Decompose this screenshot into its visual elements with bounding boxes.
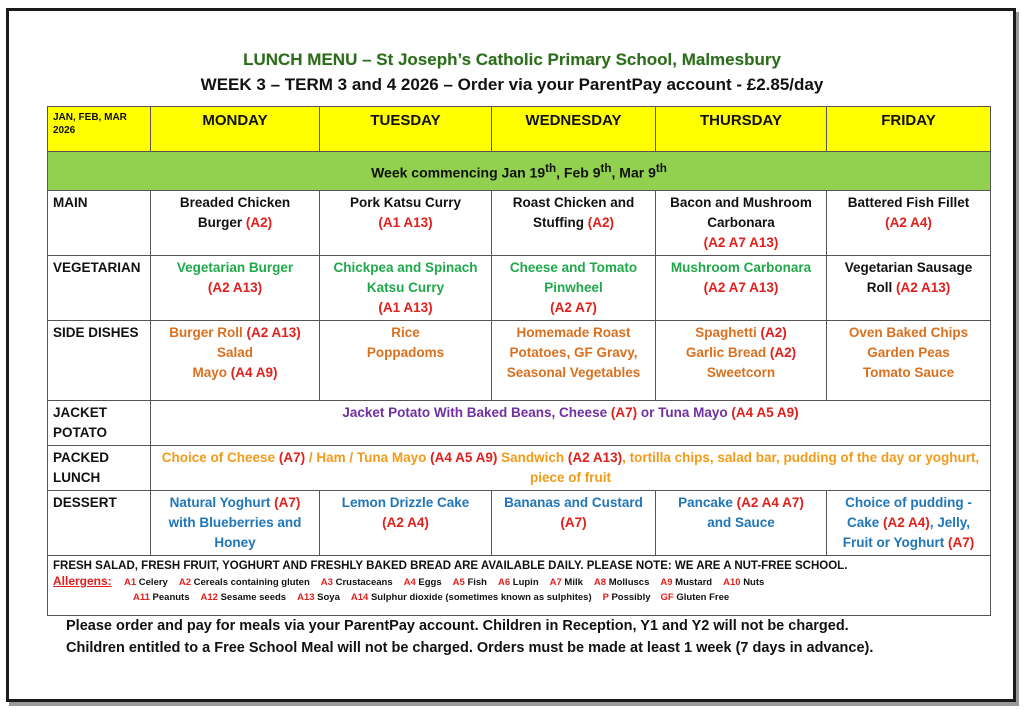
dessert-row	[48, 491, 991, 556]
allergen-item: A5 Fish	[452, 577, 487, 588]
allergen-item: A13 Soya	[297, 592, 340, 603]
footer-info	[48, 556, 991, 616]
day-tuesday: TUESDAY	[320, 107, 492, 152]
order-note-line1: Please order and pay for meals via your ParentPay account. Children in Reception, Y1 and Y2 will not be charged.	[66, 618, 849, 634]
allergen-item: A6 Lupin	[497, 577, 539, 588]
side-friday: Oven Baked Chips Garden Peas Tomato Sauce	[827, 321, 991, 401]
day-monday: MONDAY	[151, 107, 320, 152]
day-friday: FRIDAY	[827, 107, 991, 152]
side-monday: Burger Roll (A2 A13) Salad Mayo (A4 A9)	[151, 321, 320, 401]
allergen-item: P Possibly	[602, 592, 651, 603]
day-header-row	[48, 107, 991, 152]
allergen-item: A10 Nuts	[723, 577, 765, 588]
allergen-item: A3 Crustaceans	[320, 577, 393, 588]
main-wednesday: Roast Chicken and Stuffing (A2)	[492, 191, 656, 256]
allergens-key	[53, 574, 985, 605]
row-label-vegetarian: VEGETARIAN	[48, 256, 151, 321]
day-thursday: THURSDAY	[656, 107, 827, 152]
dessert-tuesday: Lemon Drizzle Cake (A2 A4)	[320, 491, 492, 556]
veg-wednesday: Cheese and Tomato Pinwheel (A2 A7)	[492, 256, 656, 321]
nut-free-notice: FRESH SALAD, FRESH FRUIT, YOGHURT AND FRESHLY BAKED BREAD ARE AVAILABLE DAILY. PLEASE NOTE: WE ARE A NUT-FREE SCHOOL.	[53, 560, 848, 572]
allergen-item: A1 Celery	[123, 577, 168, 588]
allergen-item: A8 Molluscs	[593, 577, 650, 588]
vegetarian-row	[48, 256, 991, 321]
packed-lunch-all-days: Choice of Cheese (A7) / Ham / Tuna Mayo (A4 A5 A9) Sandwich (A2 A13), tortilla chips, salad bar, pudding of the day or yoghurt, piece of fruit	[151, 446, 991, 491]
dessert-thursday: Pancake (A2 A4 A7) and Sauce	[656, 491, 827, 556]
dessert-monday: Natural Yoghurt (A7) with Blueberries and Honey	[151, 491, 320, 556]
allergen-item: A7 Milk	[549, 577, 583, 588]
term-months-cell: JAN, FEB, MAR 2026	[48, 107, 151, 152]
packed-lunch-row	[48, 446, 991, 491]
dessert-wednesday: Bananas and Custard (A7)	[492, 491, 656, 556]
main-tuesday: Pork Katsu Curry (A1 A13)	[320, 191, 492, 256]
veg-friday: Vegetarian Sausage Roll (A2 A13)	[827, 256, 991, 321]
allergens-label: Allergens:	[53, 574, 112, 588]
main-monday: Breaded Chicken Burger (A2)	[151, 191, 320, 256]
lunch-menu-table	[47, 106, 991, 616]
row-label-dessert: DESSERT	[48, 491, 151, 556]
side-tuesday: Rice Poppadoms	[320, 321, 492, 401]
allergen-item: A2 Cereals containing gluten	[178, 577, 310, 588]
main-friday: Battered Fish Fillet (A2 A4)	[827, 191, 991, 256]
menu-title: LUNCH MENU – St Joseph’s Catholic Primary School, Malmesbury	[243, 50, 781, 69]
side-dishes-row	[48, 321, 991, 401]
allergen-item: A4 Eggs	[403, 577, 442, 588]
allergen-item: A12 Sesame seeds	[200, 592, 287, 603]
day-wednesday: WEDNESDAY	[492, 107, 656, 152]
row-label-main: MAIN	[48, 191, 151, 256]
menu-subtitle: WEEK 3 – TERM 3 and 4 2026 – Order via your ParentPay account - £2.85/day	[200, 75, 824, 94]
row-label-side-dishes: SIDE DISHES	[48, 321, 151, 401]
allergen-item: A11 Peanuts	[133, 592, 190, 603]
row-label-jacket-potato: JACKET POTATO	[48, 401, 151, 446]
veg-thursday: Mushroom Carbonara (A2 A7 A13)	[656, 256, 827, 321]
side-wednesday: Homemade Roast Potatoes, GF Gravy, Seasonal Vegetables	[492, 321, 656, 401]
footer-row	[48, 556, 991, 616]
jacket-potato-all-days: Jacket Potato With Baked Beans, Cheese (A7) or Tuna Mayo (A4 A5 A9)	[151, 401, 991, 446]
main-thursday: Bacon and Mushroom Carbonara (A2 A7 A13)	[656, 191, 827, 256]
order-instructions	[66, 615, 966, 659]
week-commencing-row	[48, 152, 991, 191]
allergen-item: A14 Sulphur dioxide (sometimes known as sulphites)	[350, 592, 592, 603]
row-label-packed-lunch: PACKED LUNCH	[48, 446, 151, 491]
veg-tuesday: Chickpea and Spinach Katsu Curry (A1 A13)	[320, 256, 492, 321]
week-commencing: Week commencing Jan 19th, Feb 9th, Mar 9th	[48, 152, 991, 191]
jacket-potato-row	[48, 401, 991, 446]
dessert-friday: Choice of pudding - Cake (A2 A4), Jelly, Fruit or Yoghurt (A7)	[827, 491, 991, 556]
main-row	[48, 191, 991, 256]
veg-monday: Vegetarian Burger (A2 A13)	[151, 256, 320, 321]
allergen-item: GF Gluten Free	[660, 592, 730, 603]
side-thursday: Spaghetti (A2) Garlic Bread (A2) Sweetcorn	[656, 321, 827, 401]
allergen-item: A9 Mustard	[660, 577, 713, 588]
order-note-line2: Children entitled to a Free School Meal will not be charged. Orders must be made at least 1 week (7 days in advance).	[66, 640, 874, 656]
